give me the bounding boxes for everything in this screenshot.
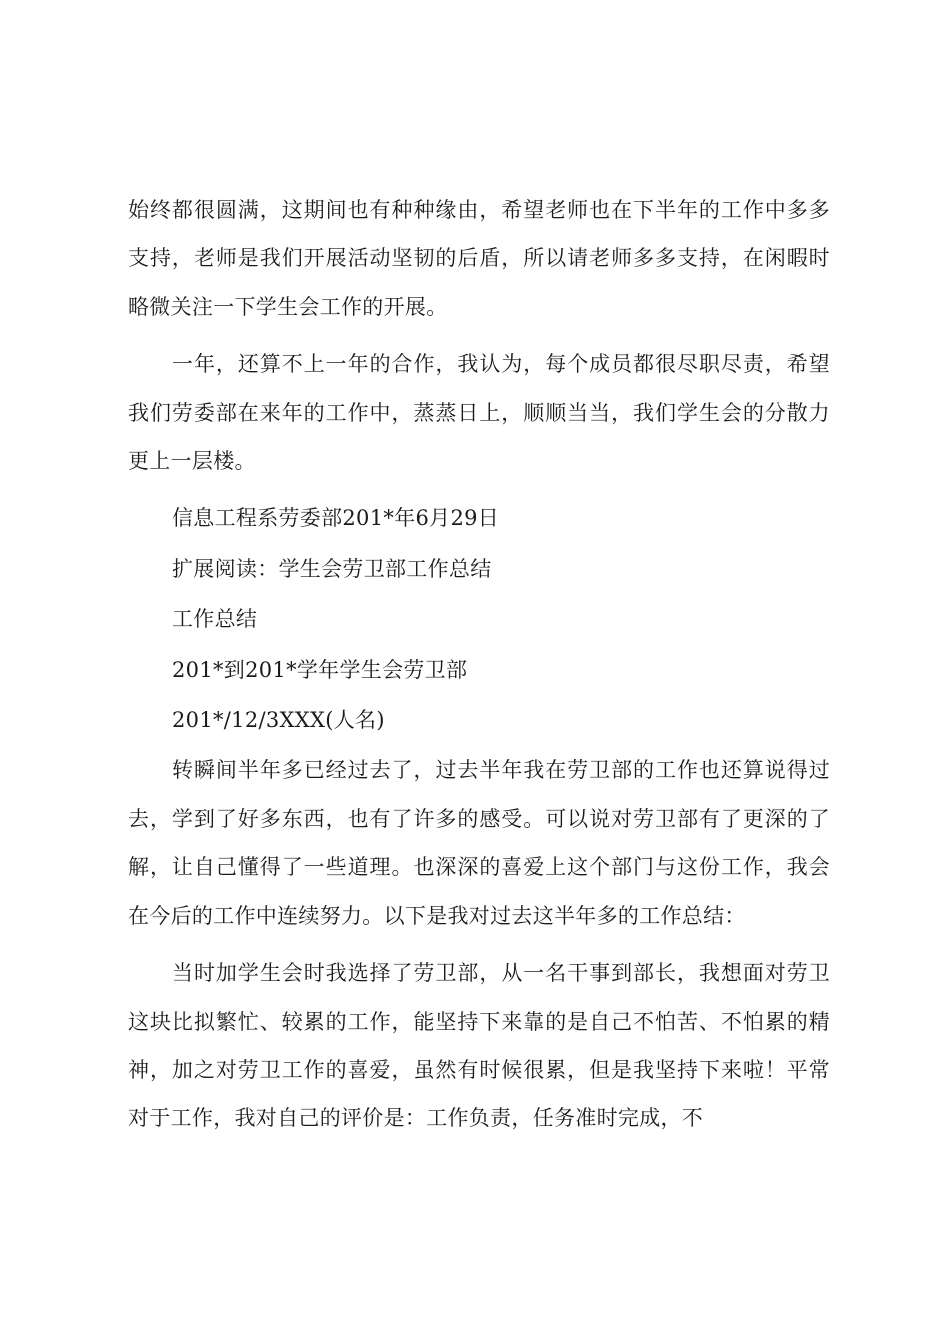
paragraph-intro: 转瞬间半年多已经过去了，过去半年我在劳卫部的工作也还算说得过去，学到了好多东西，也有了许多的感受。可以说对劳卫部有了更深的了解，让自己懂得了一些道理。也深深的喜爱上这个部门与这份工作，我会在今后的工作中连续努力。以下是我对过去这半年多的工作总结： (128, 758, 830, 928)
period-line: 201*到201*学年学生会劳卫部 (172, 657, 468, 682)
paragraph-teamwork: 一年，还算不上一年的合作，我认为，每个成员都很尽职尽责，希望我们劳委部在来年的工作中，蒸蒸日上，顺顺当当，我们学生会的分散力更上一层楼。 (128, 352, 830, 474)
section-subtitle: 工作总结 (172, 607, 258, 632)
document-body (128, 186, 830, 1143)
extended-reading-heading: 扩展阅读：学生会劳卫部工作总结 (172, 556, 492, 581)
paragraph-continued: 始终都很圆满，这期间也有种种缘由，希望老师也在下半年的工作中多多支持，老师是我们开展活动坚韧的后盾，所以请老师多多支持，在闲暇时略微关注一下学生会工作的开展。 (128, 198, 830, 319)
signature-line: 信息工程系劳委部201*年6月29日 (172, 506, 500, 531)
author-date-line: 201*/12/3XXX(人名) (172, 708, 385, 733)
paragraph-experience: 当时加学生会时我选择了劳卫部，从一名干事到部长，我想面对劳卫这块比拟繁忙、较累的工作，能坚持下来靠的是自己不怕苦、不怕累的精神，加之对劳卫工作的喜爱，虽然有时候很累，但是我坚持下来啦！平常对于工作，我对自己的评价是：工作负责，任务准时完成，不 (128, 961, 830, 1131)
